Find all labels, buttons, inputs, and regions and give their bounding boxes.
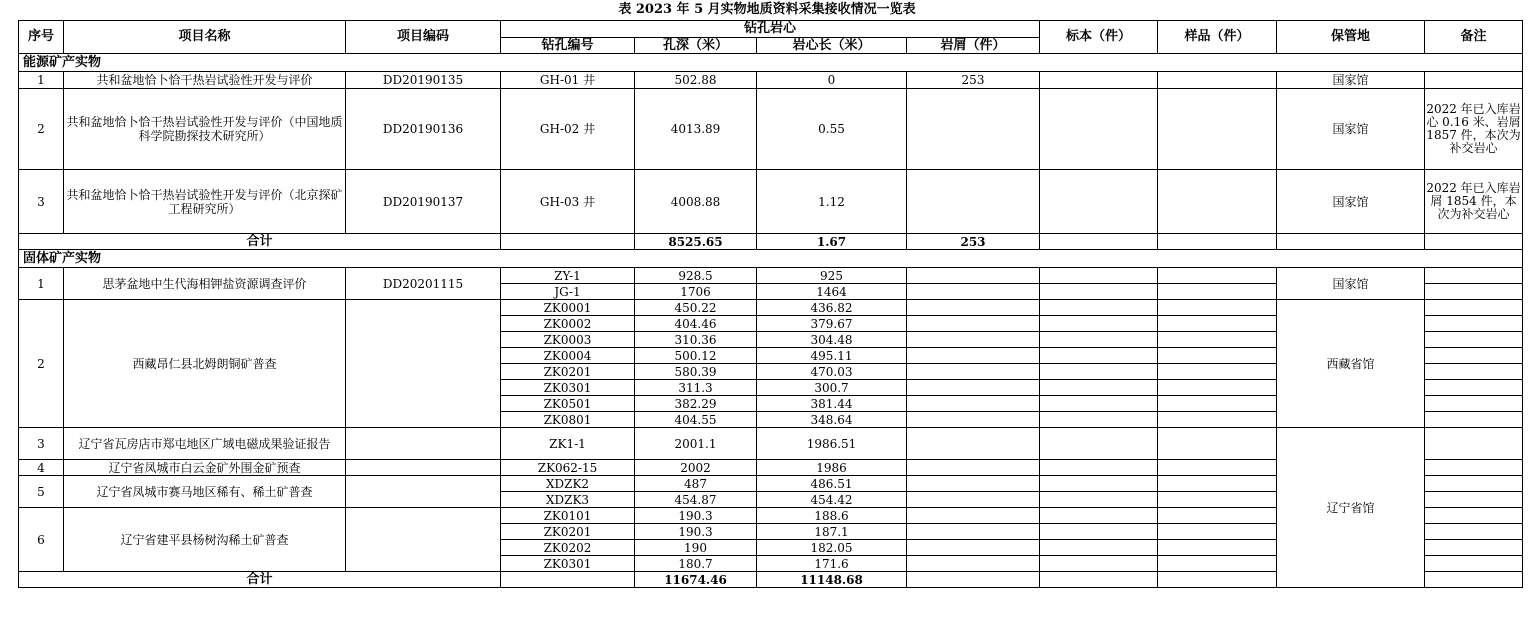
cell-sample	[1158, 492, 1277, 508]
cell-cuttings	[907, 316, 1040, 332]
cell-seq: 3	[19, 170, 64, 234]
cell-core-length: 348.64	[757, 412, 907, 428]
cell-project-name: 共和盆地恰卜恰干热岩试验性开发与评价（北京探矿工程研究所）	[64, 170, 346, 234]
cell-core-length: 379.67	[757, 316, 907, 332]
cell-remarks	[1425, 412, 1523, 428]
cell-storage: 辽宁省馆	[1277, 428, 1425, 588]
cell-specimen	[1040, 380, 1158, 396]
cell-hole-no: ZK0001	[501, 300, 635, 316]
section-solid: 固体矿产实物	[19, 250, 1523, 268]
cell-storage: 国家馆	[1277, 72, 1425, 89]
cell-depth: 502.88	[635, 72, 757, 89]
cell-specimen	[1040, 234, 1158, 250]
header-storage: 保管地	[1277, 21, 1425, 54]
cell-cuttings	[907, 364, 1040, 380]
cell-cuttings: 253	[907, 72, 1040, 89]
cell-core-length: 304.48	[757, 332, 907, 348]
header-remarks: 备注	[1425, 21, 1523, 54]
cell-remarks: 2022 年已入库岩屑 1854 件，本次为补交岩心	[1425, 170, 1523, 234]
cell-remarks: 2022 年已入库岩心 0.16 米、岩屑 1857 件，本次为补交岩心	[1425, 89, 1523, 170]
cell-storage	[1425, 572, 1523, 588]
cell-core-length: 0	[757, 72, 907, 89]
cell-depth: 4013.89	[635, 89, 757, 170]
cell-sample	[1158, 72, 1277, 89]
cell-specimen	[1040, 476, 1158, 492]
cell-depth: 190	[635, 540, 757, 556]
cell-seq: 5	[19, 476, 64, 508]
cell-cuttings	[907, 572, 1040, 588]
cell-specimen	[1040, 89, 1158, 170]
cell-sample	[1158, 332, 1277, 348]
header-seq: 序号	[19, 21, 64, 54]
cell-depth: 190.3	[635, 508, 757, 524]
cell-cuttings	[907, 492, 1040, 508]
cell-specimen	[1040, 572, 1158, 588]
cell-core-length: 1464	[757, 284, 907, 300]
cell-remarks	[1425, 332, 1523, 348]
cell-sample	[1158, 170, 1277, 234]
cell-cuttings	[907, 540, 1040, 556]
cell-project-name: 辽宁省建平县杨树沟稀土矿普查	[64, 508, 346, 572]
cell-seq: 1	[19, 72, 64, 89]
cell-remarks	[1425, 72, 1523, 89]
cell-core-length: 486.51	[757, 476, 907, 492]
cell-project-name: 思茅盆地中生代海相钾盐资源调查评价	[64, 268, 346, 300]
cell-cuttings	[907, 300, 1040, 316]
total-row	[19, 234, 1523, 250]
cell-remarks	[1425, 268, 1523, 284]
table-row	[19, 89, 1523, 170]
cell-core-length: 1986	[757, 460, 907, 476]
cell-hole-no: JG-1	[501, 284, 635, 300]
cell-core-length: 495.11	[757, 348, 907, 364]
cell-depth: 580.39	[635, 364, 757, 380]
cell-hole-no: ZK0003	[501, 332, 635, 348]
cell-remarks	[1425, 300, 1523, 316]
cell-cuttings	[907, 412, 1040, 428]
cell-cuttings	[907, 460, 1040, 476]
cell-sample	[1158, 396, 1277, 412]
cell-specimen	[1040, 524, 1158, 540]
cell-depth: 2002	[635, 460, 757, 476]
cell-specimen	[1040, 396, 1158, 412]
table-row	[19, 268, 1523, 284]
cell-cuttings	[907, 428, 1040, 460]
table-row	[19, 428, 1523, 460]
total-depth: 11674.46	[635, 572, 757, 588]
cell-core-length: 454.42	[757, 492, 907, 508]
cell-depth: 310.36	[635, 332, 757, 348]
cell-remarks	[1425, 234, 1523, 250]
cell-hole-no: ZK0201	[501, 524, 635, 540]
cell-remarks	[1425, 540, 1523, 556]
cell-core-length: 188.6	[757, 508, 907, 524]
cell-depth: 454.87	[635, 492, 757, 508]
cell-specimen	[1040, 508, 1158, 524]
cell-sample	[1158, 540, 1277, 556]
cell-project-code	[346, 428, 501, 460]
cell-specimen	[1040, 300, 1158, 316]
cell-hole-no: XDZK3	[501, 492, 635, 508]
cell-remarks	[1425, 524, 1523, 540]
cell-project-code: DD20190136	[346, 89, 501, 170]
cell-sample	[1158, 364, 1277, 380]
cell-specimen	[1040, 72, 1158, 89]
cell-specimen	[1040, 348, 1158, 364]
total-core-length: 11148.68	[757, 572, 907, 588]
header-sample: 样品（件）	[1158, 21, 1277, 54]
cell-hole-no: GH-01 井	[501, 72, 635, 89]
header-core-group: 钻孔岩心	[501, 21, 1040, 38]
cell-specimen	[1040, 284, 1158, 300]
cell-cuttings	[907, 332, 1040, 348]
header-cuttings: 岩屑（件）	[907, 38, 1040, 54]
cell-sample	[1158, 300, 1277, 316]
cell-project-code: DD20201115	[346, 268, 501, 300]
cell-remarks	[1425, 348, 1523, 364]
cell-project-code: DD20190137	[346, 170, 501, 234]
cell-specimen	[1040, 460, 1158, 476]
cell-sample	[1158, 284, 1277, 300]
cell-core-length: 470.03	[757, 364, 907, 380]
cell-sample	[1158, 316, 1277, 332]
cell-hole-no: XDZK2	[501, 476, 635, 492]
table-row	[19, 300, 1523, 316]
cell-depth: 1706	[635, 284, 757, 300]
cell-core-length: 182.05	[757, 540, 907, 556]
cell-hole-no: ZK0201	[501, 364, 635, 380]
cell-seq: 2	[19, 89, 64, 170]
cell-depth: 928.5	[635, 268, 757, 284]
cell-project-code	[346, 476, 501, 508]
section-energy: 能源矿产实物	[19, 54, 1523, 72]
total-depth: 8525.65	[635, 234, 757, 250]
cell-project-name: 辽宁省凤城市赛马地区稀有、稀土矿普查	[64, 476, 346, 508]
cell-core-length: 436.82	[757, 300, 907, 316]
total-label: 合计	[19, 572, 501, 588]
cell-seq: 1	[19, 268, 64, 300]
cell-cuttings	[907, 170, 1040, 234]
cell-remarks	[1425, 460, 1523, 476]
cell-core-length: 300.7	[757, 380, 907, 396]
table-row	[19, 170, 1523, 234]
cell-specimen	[1040, 364, 1158, 380]
cell-sample	[1158, 476, 1277, 492]
cell-depth: 2001.1	[635, 428, 757, 460]
header-name: 项目名称	[64, 21, 346, 54]
cell-core-length: 381.44	[757, 396, 907, 412]
cell-specimen	[1040, 332, 1158, 348]
cell-core-length: 1986.51	[757, 428, 907, 460]
cell-sample	[1158, 508, 1277, 524]
header-depth: 孔深（米）	[635, 38, 757, 54]
cell-core-length: 925	[757, 268, 907, 284]
cell-specimen	[1040, 540, 1158, 556]
cell-project-code	[346, 460, 501, 476]
cell-cuttings	[907, 268, 1040, 284]
cell-remarks	[1425, 316, 1523, 332]
cell-hole-no: ZY-1	[501, 268, 635, 284]
cell-cuttings	[907, 476, 1040, 492]
header-code: 项目编码	[346, 21, 501, 54]
cell-project-name: 辽宁省凤城市白云金矿外围金矿预查	[64, 460, 346, 476]
cell-project-name: 共和盆地恰卜恰干热岩试验性开发与评价（中国地质科学院勘探技术研究所）	[64, 89, 346, 170]
header-hole-no: 钻孔编号	[501, 38, 635, 54]
cell-core-length: 1.12	[757, 170, 907, 234]
cell-hole-no: ZK062-15	[501, 460, 635, 476]
cell-sample	[1158, 524, 1277, 540]
cell-hole-no: ZK1-1	[501, 428, 635, 460]
cell-core-length: 171.6	[757, 556, 907, 572]
cell-sample	[1158, 556, 1277, 572]
cell-depth: 500.12	[635, 348, 757, 364]
cell-hole-no: ZK0301	[501, 380, 635, 396]
cell-project-name: 西藏昂仁县北姆朗铜矿普查	[64, 300, 346, 428]
header-specimen: 标本（件）	[1040, 21, 1158, 54]
cell-sample	[1158, 572, 1277, 588]
cell-sample	[1158, 234, 1277, 250]
cell-sample	[1158, 428, 1277, 460]
cell-remarks	[1425, 428, 1523, 460]
cell-project-code	[346, 300, 501, 428]
cell-seq: 4	[19, 460, 64, 476]
cell-depth: 487	[635, 476, 757, 492]
cell-hole-no: GH-03 井	[501, 170, 635, 234]
cell-remarks	[1425, 284, 1523, 300]
cell-hole-no: ZK0101	[501, 508, 635, 524]
cell-remarks	[1425, 492, 1523, 508]
cell-depth: 311.3	[635, 380, 757, 396]
cell-hole-no: ZK0501	[501, 396, 635, 412]
cell-specimen	[1040, 428, 1158, 460]
cell-project-name: 辽宁省瓦房店市郑屯地区广域电磁成果验证报告	[64, 428, 346, 460]
collection-table	[18, 20, 1523, 588]
cell-sample	[1158, 460, 1277, 476]
total-core-length: 1.67	[757, 234, 907, 250]
cell-storage: 国家馆	[1277, 268, 1425, 300]
cell-seq: 2	[19, 300, 64, 428]
cell-hole-no: GH-02 井	[501, 89, 635, 170]
cell-hole-no	[501, 572, 635, 588]
cell-storage: 国家馆	[1277, 170, 1425, 234]
cell-hole-no: ZK0202	[501, 540, 635, 556]
cell-hole-no: ZK0801	[501, 412, 635, 428]
cell-hole-no	[501, 234, 635, 250]
cell-specimen	[1040, 316, 1158, 332]
cell-sample	[1158, 268, 1277, 284]
cell-specimen	[1040, 170, 1158, 234]
cell-depth: 450.22	[635, 300, 757, 316]
cell-cuttings	[907, 380, 1040, 396]
cell-core-length: 187.1	[757, 524, 907, 540]
cell-cuttings	[907, 284, 1040, 300]
cell-specimen	[1040, 412, 1158, 428]
cell-cuttings	[907, 89, 1040, 170]
cell-storage: 国家馆	[1277, 89, 1425, 170]
cell-cuttings	[907, 556, 1040, 572]
cell-project-code: DD20190135	[346, 72, 501, 89]
header-core-length: 岩心长（米）	[757, 38, 907, 54]
total-label: 合计	[19, 234, 501, 250]
cell-depth: 4008.88	[635, 170, 757, 234]
cell-remarks	[1425, 396, 1523, 412]
total-cuttings: 253	[907, 234, 1040, 250]
cell-remarks	[1425, 380, 1523, 396]
cell-remarks	[1425, 508, 1523, 524]
cell-core-length: 0.55	[757, 89, 907, 170]
cell-project-name: 共和盆地恰卜恰干热岩试验性开发与评价	[64, 72, 346, 89]
cell-remarks	[1425, 476, 1523, 492]
cell-hole-no: ZK0002	[501, 316, 635, 332]
cell-sample	[1158, 380, 1277, 396]
cell-cuttings	[907, 524, 1040, 540]
cell-project-code	[346, 508, 501, 572]
cell-cuttings	[907, 396, 1040, 412]
cell-depth: 382.29	[635, 396, 757, 412]
cell-specimen	[1040, 268, 1158, 284]
cell-sample	[1158, 89, 1277, 170]
cell-specimen	[1040, 492, 1158, 508]
cell-hole-no: ZK0004	[501, 348, 635, 364]
cell-sample	[1158, 348, 1277, 364]
cell-remarks	[1425, 556, 1523, 572]
cell-depth: 180.7	[635, 556, 757, 572]
cell-depth: 404.55	[635, 412, 757, 428]
cell-storage: 西藏省馆	[1277, 300, 1425, 428]
cell-cuttings	[907, 508, 1040, 524]
cell-remarks	[1425, 364, 1523, 380]
cell-hole-no: ZK0301	[501, 556, 635, 572]
cell-storage	[1277, 234, 1425, 250]
cell-seq: 6	[19, 508, 64, 572]
cell-seq: 3	[19, 428, 64, 460]
table-title: 表 2023 年 5 月实物地质资料采集接收情况一览表	[618, 2, 916, 17]
cell-sample	[1158, 412, 1277, 428]
cell-depth: 404.46	[635, 316, 757, 332]
cell-specimen	[1040, 556, 1158, 572]
cell-depth: 190.3	[635, 524, 757, 540]
table-row	[19, 72, 1523, 89]
cell-cuttings	[907, 348, 1040, 364]
